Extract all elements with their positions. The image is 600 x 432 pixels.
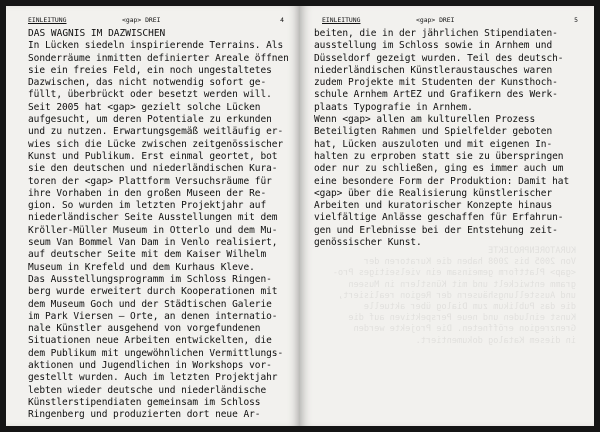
text-line: nale Künstler ausgehend von vorgefundenen: [28, 323, 261, 335]
left-page: [6, 6, 300, 426]
text-line: hat, Lücken auszuloten und mit eigenen In-: [314, 138, 553, 150]
text-line: auf deutscher Seite mit dem Kaiser Wilhelm: [28, 249, 267, 261]
text-line: dem Publikum mit ungewöhnlichen Vermittlungs-: [28, 347, 284, 359]
section-label: EINLEITUNG: [28, 16, 67, 24]
text-line: füllt, überbrückt oder besetzt werden will.: [28, 89, 272, 101]
text-line: lebten wieder deutsche und niederländische: [28, 384, 267, 396]
text-line: Künstlerstipendiaten gemeinsam im Schloss: [28, 396, 261, 408]
text-line: halten zu erproben statt sie zu überspringen: [314, 150, 564, 162]
text-line: Museum in Krefeld und dem Kurhaus Kleve.: [28, 261, 255, 273]
section-label: EINLEITUNG: [322, 16, 361, 24]
text-line: berg wurde erweitert durch Kooperationen mit: [28, 286, 278, 298]
text-line: niederländischer Seite Ausstellungen mit dem: [28, 212, 278, 224]
text-line: Beteiligten Rahmen und Spielfelder geboten: [314, 126, 553, 138]
text-line: genössischer Kunst.: [314, 237, 422, 249]
text-line: gion. So wurden im letzten Projektjahr auf: [28, 200, 267, 212]
text-line: Arbeiten und kuratorischer Konzepte hinaus: [314, 200, 553, 212]
text-line: Dazwischen, das nicht notwendig sofort ge-: [28, 77, 267, 89]
text-line: Ringenberg und produzierten dort neue Ar-: [28, 409, 261, 421]
text-line: Kröller-Müller Museum in Otterlo und dem Mu-: [28, 224, 278, 236]
text-line: toren der <gap> Plattform Versuchsräume für: [28, 175, 272, 187]
text-line: aktionen und Jugendlichen in Workshops vor-: [28, 360, 272, 372]
text-line: Seit 2005 hat <gap> gezielt solche Lücken: [28, 101, 261, 113]
text-line: gestellt wurden. Auch im letzten Projektjahr: [28, 372, 278, 384]
text-line: Kunst und Publikum. Erst einmal geortet, bot: [28, 150, 278, 162]
article-heading: DAS WAGNIS IM DAZWISCHEN: [28, 28, 166, 39]
text-line: oder nur zu schließen, ging es immer auch um: [314, 163, 564, 175]
book-spread: [6, 6, 594, 426]
page-number: 5: [574, 16, 578, 24]
publication-label: <gap> DREI: [122, 16, 161, 24]
text-line: gen und Erlebnisse bei der Entstehung zeit-: [314, 224, 558, 236]
text-line: Das Ausstellungsprogramm im Schloss Ringen-: [28, 273, 272, 285]
text-line: niederländischen Künstleraustausches waren: [314, 64, 553, 76]
text-line: Situationen neue Arbeiten entwickelten, die: [28, 335, 272, 347]
text-line: schule Arnhem ArtEZ und Grafikern des Werk-: [314, 89, 558, 101]
text-line: Wenn <gap> allen am kulturellen Prozess: [314, 114, 536, 126]
text-line: In Lücken siedeln inspirierende Terrains. Als: [28, 40, 284, 52]
text-line: eine besondere Form der Produktion: Damit hat: [314, 175, 570, 187]
text-line: vielfältige Anlässe geschaffen für Erfahrun-: [314, 212, 564, 224]
text-line: <gap> über die Realisierung künstlerischer: [314, 187, 553, 199]
right-page: [300, 6, 594, 426]
text-line: plaats Typografie in Arnhem.: [314, 101, 473, 113]
right-body-text: [314, 28, 576, 249]
text-line: und zu nutzen. Erwartungsgemäß weitläufig er-: [28, 126, 284, 138]
text-line: dem Museum Goch und der Städtischen Galerie: [28, 298, 272, 310]
text-line: Düsseldorf gezeigt wurden. Teil des deutsch-: [314, 52, 564, 64]
text-line: sie den deutschen und niederländischen Kura-: [28, 163, 278, 175]
text-line: aufgesucht, um deren Potentiale zu erkunden: [28, 114, 272, 126]
text-line: Sonderräume inmitten definierter Areale öffnen: [28, 52, 289, 64]
text-line: im Park Viersen – Orte, an denen internatio-: [28, 310, 278, 322]
running-header-right: [322, 15, 578, 25]
text-line: wies sich die Lücke zwischen zeitgenössischer: [28, 138, 284, 150]
text-line: seum Van Bommel Van Dam in Venlo realisiert,: [28, 237, 278, 249]
running-header-left: [28, 15, 284, 25]
page-number: 4: [280, 16, 284, 24]
text-line: ihre Vorhaben in den großen Museen der Re-: [28, 187, 267, 199]
text-line: ausstellung im Schloss sowie in Arnhem und: [314, 40, 553, 52]
left-body-text: [28, 28, 289, 422]
text-line: beiten, die in der jährlichen Stipendiaten-: [314, 28, 558, 39]
text-line: zudem Projekte mit Studenten der Kunsthoch-: [314, 77, 558, 89]
publication-label: <gap> DREI: [416, 16, 455, 24]
text-line: sie ein freies Feld, ein noch ungestaltetes: [28, 64, 272, 76]
show-through-text: KURATORENPROJEKTE Von 2005 bis 2008 haben die Kuratoren der <gap> Plattform gemeinsam ein vielseitiges Pro- gramm entwickelt und mit Künstlern in Museen und Ausstellungshäusern der Region realisiert, die das Publikum zum Dialog über aktuelle Kunst einluden und neue Perspektiven auf die Grenzregion eröffneten. Die Projekte werden in diesem Katalog dokumentiert.: [332, 246, 576, 346]
